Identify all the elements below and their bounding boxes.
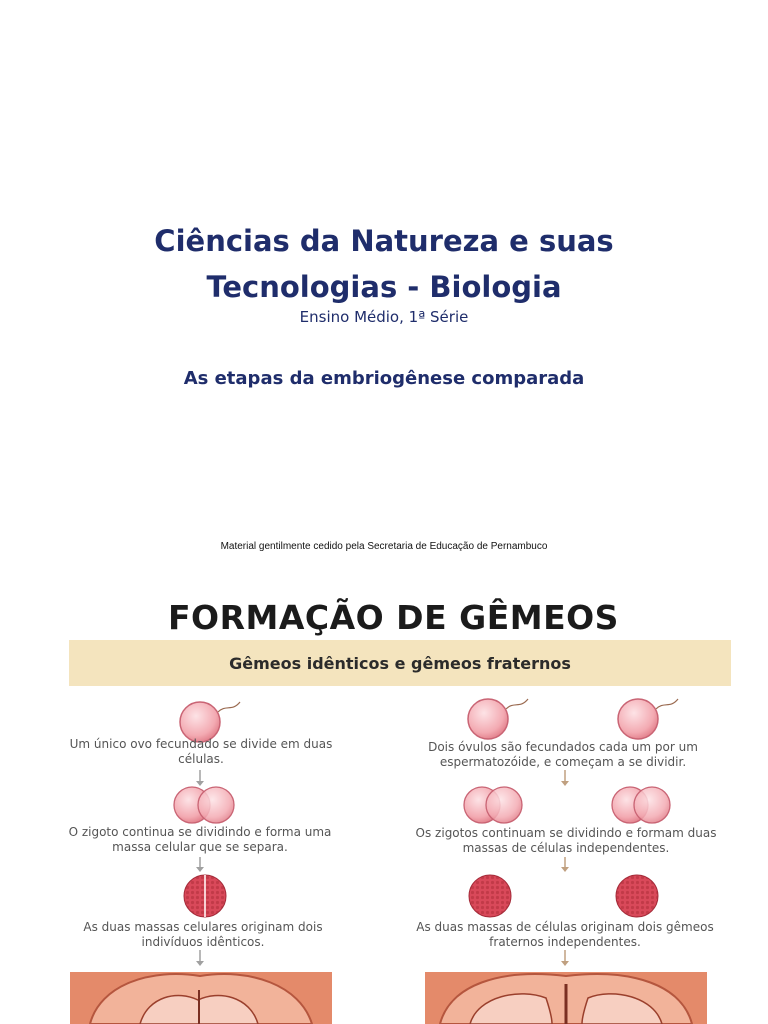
right-egg-cell-1 [468, 699, 528, 739]
title-line-1: Ciências da Natureza e suas [154, 224, 614, 258]
banner-text: Gêmeos idênticos e gêmeos fraternos [229, 653, 571, 673]
right-arrow-2 [561, 857, 569, 872]
left-embryos [70, 972, 332, 1024]
right-step-3-caption: As duas massas de células originam dois gêmeos fraternos independentes. [416, 920, 714, 949]
right-arrow-1 [561, 770, 569, 786]
left-arrow-1 [196, 770, 204, 786]
right-egg-cell-2 [618, 699, 678, 739]
left-arrow-2 [196, 857, 204, 872]
right-cell-mass-1 [469, 875, 511, 917]
title-line-2: Tecnologias - Biologia [206, 270, 562, 304]
right-step-1-caption: Dois óvulos são fecundados cada um por um espermatozóide, e começam a se dividir. [428, 740, 698, 769]
right-step-2-caption: Os zigotos continuam se dividindo e formam duas massas de células independentes. [415, 826, 717, 855]
left-two-cell [174, 787, 234, 823]
right-embryos [425, 972, 707, 1024]
figure-title: FORMAÇÃO DE GÊMEOS [168, 598, 619, 637]
left-step-3-caption: As duas massas celulares originam dois indivíduos idênticos. [83, 920, 323, 949]
right-two-cell-1 [464, 787, 522, 823]
topic-heading: As etapas da embriogênese comparada [183, 368, 585, 389]
left-cell-mass [184, 875, 226, 917]
subtitle: Ensino Médio, 1ª Série [299, 308, 469, 326]
right-arrow-3 [561, 950, 569, 966]
right-two-cell-2 [612, 787, 670, 823]
left-step-2-caption: O zigoto continua se dividindo e forma uma massa celular que se separa. [68, 825, 332, 854]
left-egg-cell [180, 702, 240, 742]
left-step-1-caption: Um único ovo fecundado se divide em duas células. [69, 737, 333, 766]
right-cell-mass-2 [616, 875, 658, 917]
credit-note: Material gentilmente cedido pela Secretaria de Educação de Pernambuco [220, 541, 548, 552]
left-arrow-3 [196, 950, 204, 966]
